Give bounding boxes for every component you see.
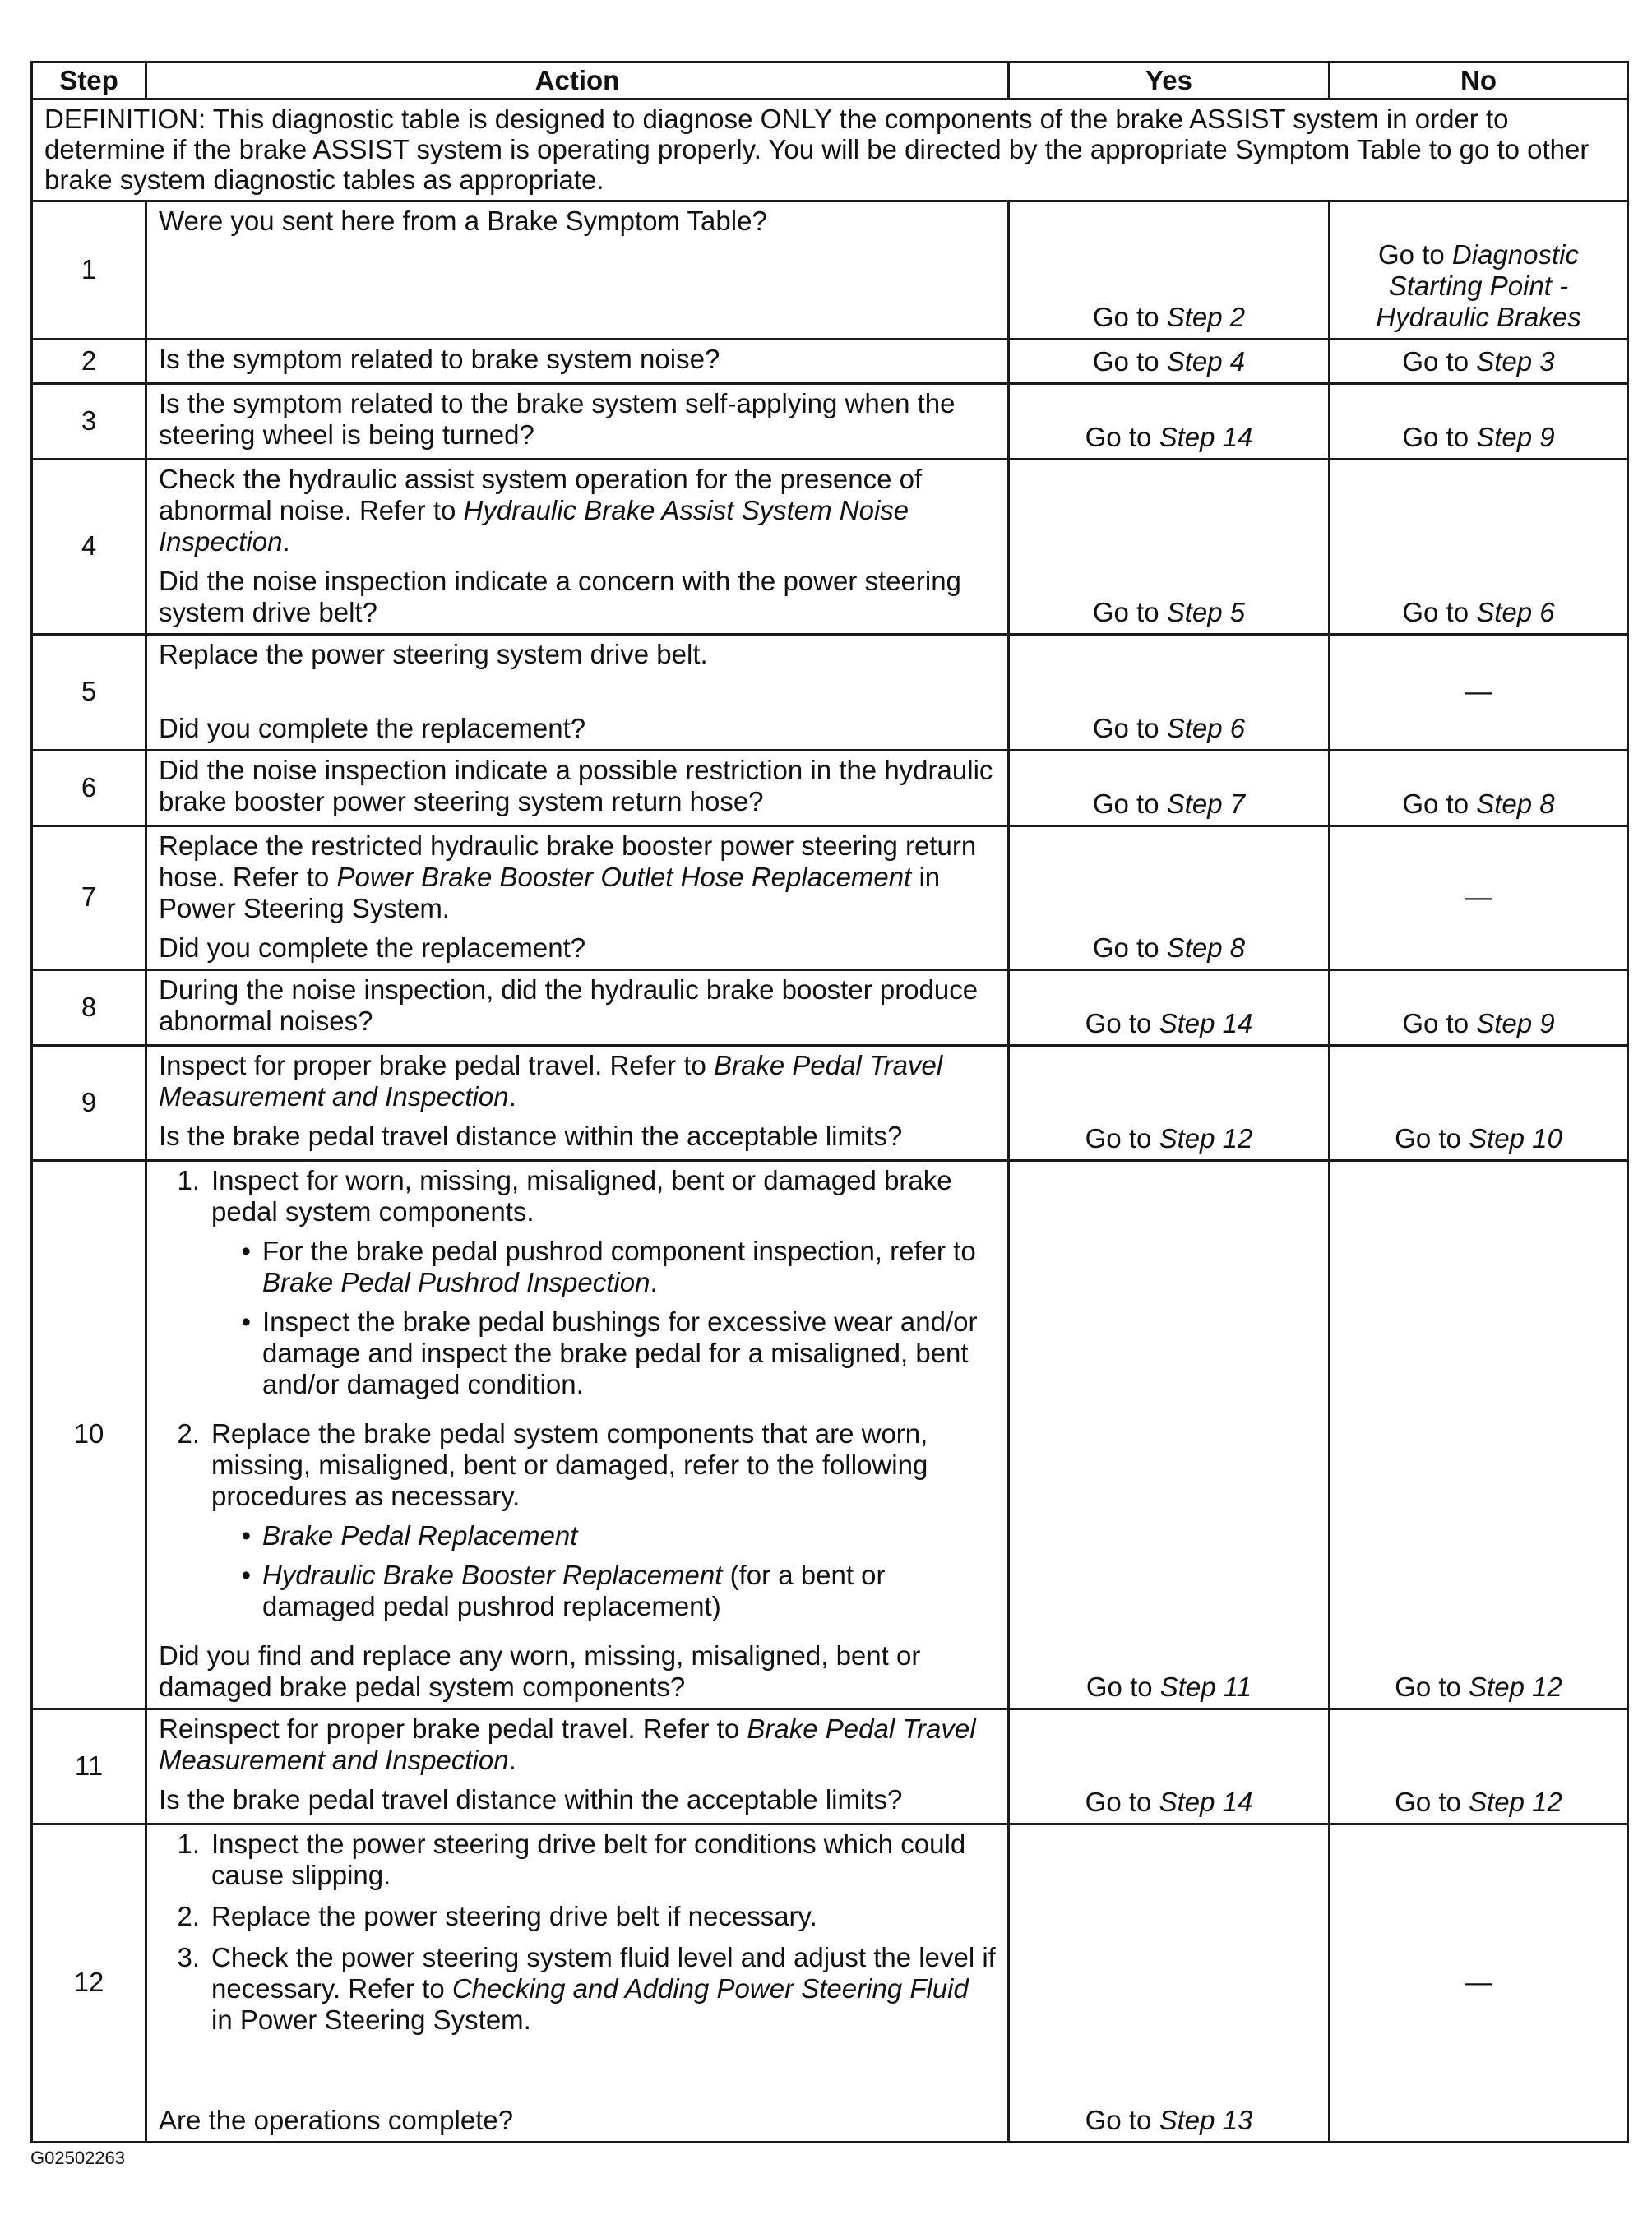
step-number: 1 — [32, 201, 146, 340]
diagnostic-table — [30, 61, 1629, 2143]
table-row — [32, 384, 1628, 460]
question-text: During the noise inspection, did the hydraulic brake booster produce abnormal noises? — [159, 974, 979, 1036]
step-number: 6 — [32, 751, 146, 826]
doc-reference[interactable]: Hydraulic Brake Booster Replacement — [262, 1560, 723, 1590]
step-link[interactable]: Step 14 — [1159, 422, 1253, 452]
action-cell — [146, 635, 1009, 751]
no-cell: Go to Diagnostic Starting Point - Hydraulic Brakes — [1330, 201, 1628, 340]
step-link[interactable]: Step 14 — [1159, 1008, 1253, 1038]
question-text: Is the brake pedal travel distance within the acceptable limits? — [159, 1121, 903, 1151]
no-cell: Go to Step 3 — [1330, 340, 1628, 384]
list-item: • Inspect the brake pedal bushings for excessive wear and/or damage and inspect the brake pedal for a misaligned, bent and/or damaged condition. — [241, 1306, 978, 1399]
action-cell — [146, 751, 1009, 826]
step-link[interactable]: Step 6 — [1166, 713, 1246, 743]
list-item: • Brake Pedal Replacement — [241, 1520, 578, 1551]
yes-cell: Go to Step 5 — [1009, 460, 1330, 635]
header-no: No — [1330, 62, 1628, 99]
step-link[interactable]: Step 13 — [1159, 2105, 1253, 2135]
yes-cell: Go to Step 11 — [1009, 1161, 1330, 1709]
step-number: 2 — [32, 340, 146, 384]
list-item: 3. Check the power steering system fluid level and adjust the level if necessary. Refer to Checking and Adding Power Steering Fluid in Power Steering System. — [177, 1942, 996, 2035]
step-number: 10 — [32, 1161, 146, 1709]
list-item: • For the brake pedal pushrod component inspection, refer to Brake Pedal Pushrod Inspection. — [241, 1236, 976, 1297]
step-number: 11 — [32, 1709, 146, 1824]
question-text: Are the operations complete? — [159, 2105, 514, 2135]
doc-reference[interactable]: Power Brake Booster Outlet Hose Replacement — [336, 862, 912, 892]
no-cell: Go to Step 6 — [1330, 460, 1628, 635]
list-item: 2. Replace the power steering drive belt if necessary. — [177, 1901, 817, 1931]
action-cell — [146, 340, 1009, 384]
question-text: Did you find and replace any worn, missing, misaligned, bent or damaged brake pedal system components? — [159, 1640, 921, 1702]
table-row — [32, 201, 1628, 340]
question-text: Did you complete the replacement? — [159, 713, 586, 743]
doc-reference[interactable]: Brake Pedal Travel Measurement and Inspection — [159, 1050, 943, 1112]
question-text: Is the symptom related to the brake system self-applying when the steering wheel is being turned? — [159, 388, 956, 450]
table-row — [32, 1709, 1628, 1824]
instruction-text: Inspect for proper brake pedal travel. Refer to Brake Pedal Travel Measurement and Inspection. — [159, 1050, 943, 1112]
header-row — [32, 62, 1628, 99]
no-cell: Go to Step 10 — [1330, 1046, 1628, 1161]
definition-text: DEFINITION: This diagnostic table is designed to diagnose ONLY the components of the brake ASSIST system in order to determine if the brake ASSIST system is operating properly. You will be directed by the appropriate Symptom Table to go to other brake system diagnostic tables as appropriate. — [32, 99, 1628, 201]
table-row — [32, 1046, 1628, 1161]
no-cell: — — [1330, 826, 1628, 970]
list-item: 2. Replace the brake pedal system components that are worn, missing, misaligned, bent or damaged, refer to the following procedures as necessary. • Brake Pedal Replacement • Hydraulic Brake Booster Replacement (for a bent or damaged pedal pushrod replacement) — [159, 1418, 996, 1630]
step-link[interactable]: Step 5 — [1166, 597, 1246, 627]
step-link[interactable]: Step 12 — [1469, 1672, 1562, 1702]
header-step: Step — [32, 62, 146, 99]
step-link[interactable]: Step 4 — [1166, 346, 1246, 377]
step-number: 9 — [32, 1046, 146, 1161]
action-cell — [146, 826, 1009, 970]
step-link[interactable]: Step 6 — [1476, 597, 1555, 627]
question-text: Did the noise inspection indicate a possible restriction in the hydraulic brake booster power steering system return hose? — [159, 755, 993, 816]
no-cell: Go to Step 8 — [1330, 751, 1628, 826]
table-row — [32, 635, 1628, 751]
yes-cell: Go to Step 13 — [1009, 1824, 1330, 2143]
step-link[interactable]: Step 2 — [1166, 302, 1246, 332]
instruction-text: Replace the restricted hydraulic brake booster power steering return hose. Refer to Power Brake Booster Outlet Hose Replacement in Power Steering System. — [159, 830, 977, 923]
action-cell — [146, 201, 1009, 340]
step-link[interactable]: Step 12 — [1469, 1787, 1562, 1817]
doc-reference[interactable]: Brake Pedal Travel Measurement and Inspection — [159, 1713, 976, 1775]
question-text: Did you complete the replacement? — [159, 932, 586, 963]
yes-cell: Go to Step 12 — [1009, 1046, 1330, 1161]
yes-cell: Go to Step 8 — [1009, 826, 1330, 970]
procedure-list — [159, 1165, 996, 1630]
definition-row — [32, 99, 1628, 201]
step-number: 12 — [32, 1824, 146, 2143]
step-link[interactable]: Step 9 — [1476, 1008, 1555, 1038]
doc-reference[interactable]: Checking and Adding Power Steering Fluid — [451, 1973, 969, 2004]
step-link[interactable]: Step 10 — [1469, 1123, 1562, 1154]
list-item: • Hydraulic Brake Booster Replacement (for a bent or damaged pedal pushrod replacement) — [241, 1560, 886, 1621]
doc-reference[interactable]: Brake Pedal Replacement — [262, 1520, 578, 1551]
no-cell: — — [1330, 1824, 1628, 2143]
step-link[interactable]: Step 8 — [1476, 788, 1555, 819]
question-text: Did the noise inspection indicate a concern with the power steering system drive belt? — [159, 566, 961, 627]
question-text: Is the symptom related to brake system noise? — [159, 344, 720, 374]
instruction-text: Replace the power steering system drive belt. — [159, 639, 708, 669]
sub-list — [211, 1520, 996, 1622]
action-cell — [146, 1824, 1009, 2143]
action-cell — [146, 460, 1009, 635]
yes-cell: Go to Step 4 — [1009, 340, 1330, 384]
question-text: Is the brake pedal travel distance within the acceptable limits? — [159, 1784, 903, 1815]
sub-list — [211, 1236, 996, 1400]
yes-cell: Go to Step 14 — [1009, 1709, 1330, 1824]
table-row — [32, 1824, 1628, 2143]
action-cell — [146, 1709, 1009, 1824]
step-link[interactable]: Step 7 — [1166, 788, 1246, 819]
step-link[interactable]: Step 8 — [1166, 932, 1246, 963]
table-row — [32, 1161, 1628, 1709]
step-link[interactable]: Step 9 — [1476, 422, 1555, 452]
yes-cell: Go to Step 7 — [1009, 751, 1330, 826]
action-cell — [146, 1161, 1009, 1709]
yes-cell: Go to Step 2 — [1009, 201, 1330, 340]
table-row — [32, 460, 1628, 635]
procedure-list — [159, 1829, 996, 2036]
no-cell: Go to Step 9 — [1330, 970, 1628, 1046]
no-cell: Go to Step 9 — [1330, 384, 1628, 460]
question-text: Were you sent here from a Brake Symptom Table? — [159, 206, 767, 236]
header-yes: Yes — [1009, 62, 1330, 99]
yes-cell: Go to Step 6 — [1009, 635, 1330, 751]
step-number: 5 — [32, 635, 146, 751]
no-cell: Go to Step 12 — [1330, 1161, 1628, 1709]
no-cell: — — [1330, 635, 1628, 751]
step-number: 4 — [32, 460, 146, 635]
instruction-text: Reinspect for proper brake pedal travel. Refer to Brake Pedal Travel Measurement and Inspection. — [159, 1713, 976, 1775]
step-number: 8 — [32, 970, 146, 1046]
doc-reference[interactable]: Hydraulic Brake Assist System Noise Inspection — [159, 495, 909, 557]
step-number: 3 — [32, 384, 146, 460]
table-row — [32, 970, 1628, 1046]
instruction-text: Check the hydraulic assist system operation for the presence of abnormal noise. Refer to Hydraulic Brake Assist System Noise Inspection. — [159, 464, 923, 557]
table-row — [32, 751, 1628, 826]
yes-cell: Go to Step 14 — [1009, 384, 1330, 460]
step-link[interactable]: Diagnostic — [1451, 239, 1579, 270]
table-row — [32, 826, 1628, 970]
action-cell — [146, 970, 1009, 1046]
step-number: 7 — [32, 826, 146, 970]
list-item: 1. Inspect the power steering drive belt for conditions which could cause slipping. — [177, 1829, 966, 1890]
step-link[interactable]: Step 11 — [1159, 1672, 1252, 1702]
action-cell — [146, 384, 1009, 460]
list-item: 1. Inspect for worn, missing, misaligned, bent or damaged brake pedal system components. • For the brake pedal pushrod component inspection, refer to Brake Pedal Pushrod Inspection. • Inspect the brake pedal bushings for excessive wear and/or damage and inspect the brake pedal for a misaligned, bent and/or damaged condition. — [159, 1165, 996, 1408]
header-action: Action — [146, 62, 1009, 99]
table-row — [32, 340, 1628, 384]
no-cell: Go to Step 12 — [1330, 1709, 1628, 1824]
doc-reference[interactable]: Brake Pedal Pushrod Inspection — [262, 1267, 650, 1297]
figure-id: G02502263 — [30, 2148, 125, 2168]
yes-cell: Go to Step 14 — [1009, 970, 1330, 1046]
step-link[interactable]: Step 12 — [1159, 1123, 1253, 1154]
step-link[interactable]: Step 3 — [1476, 346, 1555, 377]
step-link[interactable]: Step 14 — [1159, 1787, 1253, 1817]
action-cell — [146, 1046, 1009, 1161]
